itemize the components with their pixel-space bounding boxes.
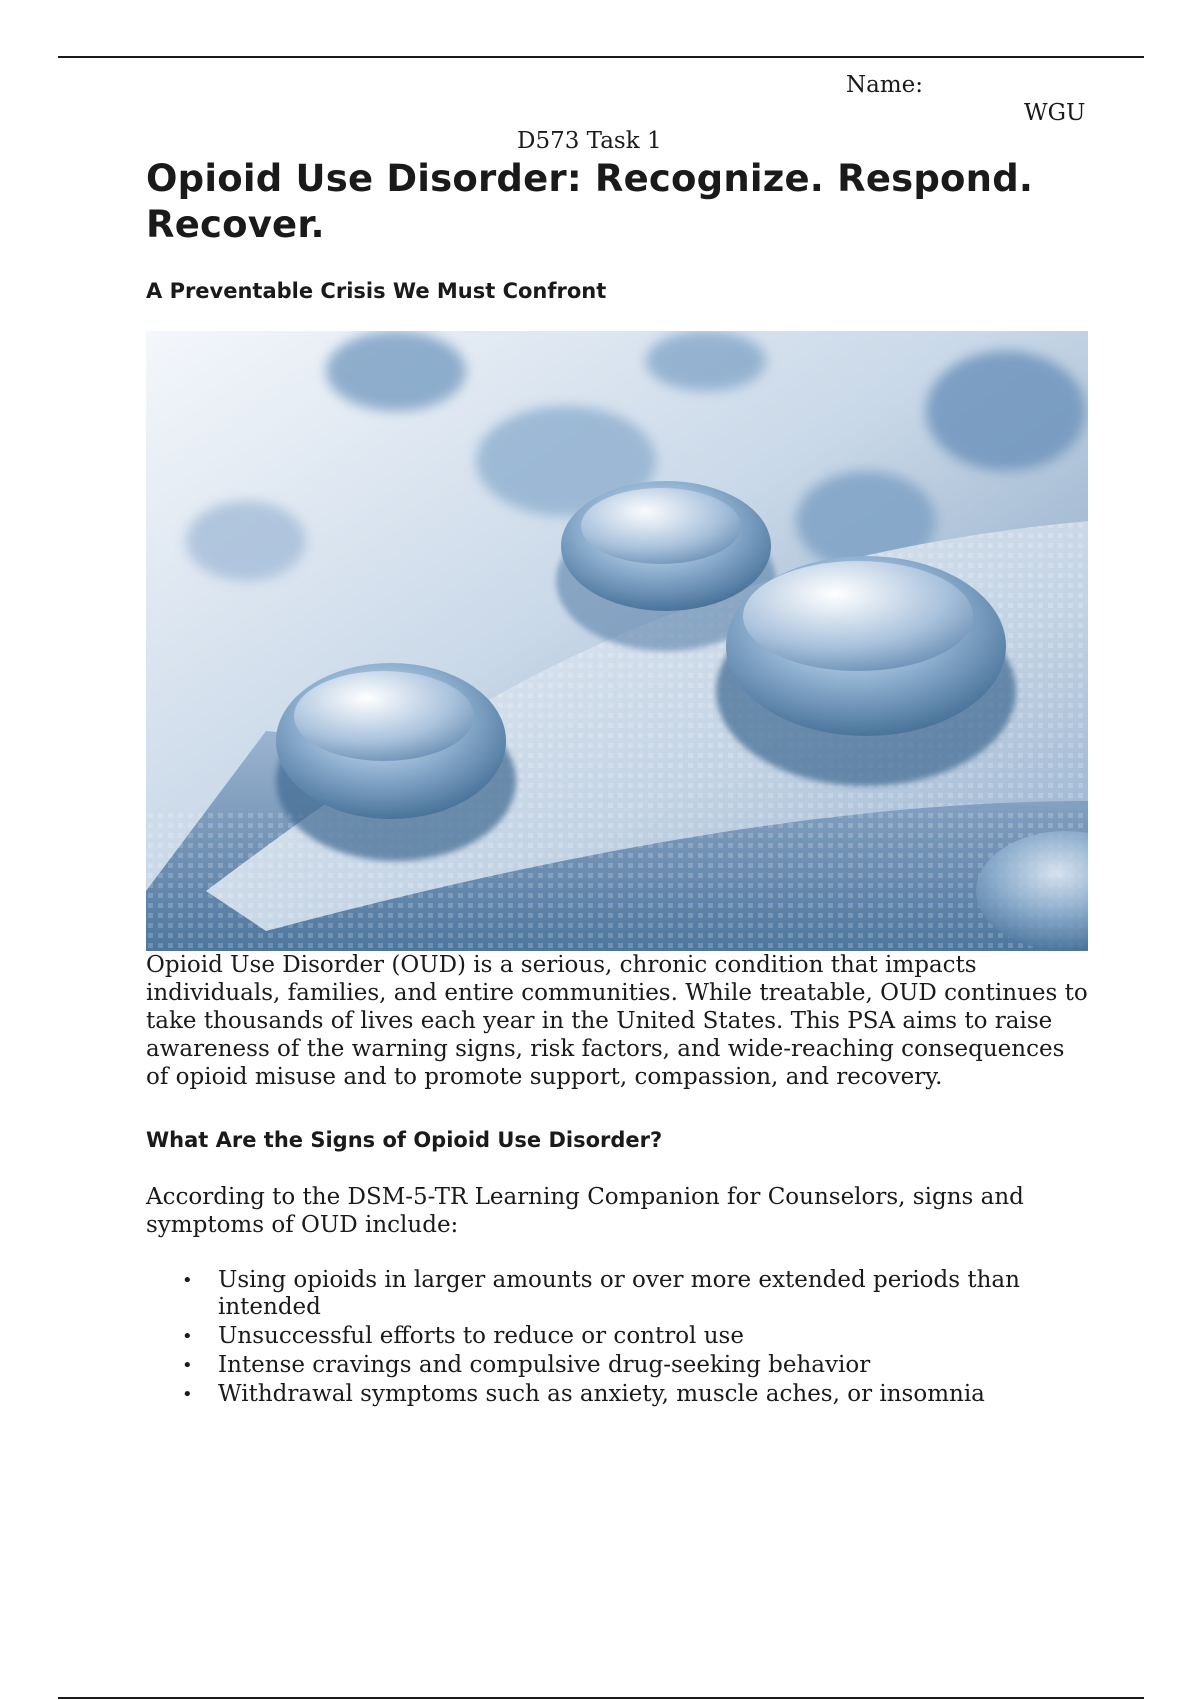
signs-list [146, 1267, 1094, 1408]
signs-intro: According to the DSM-5-TR Learning Companion for Counselors, signs and symptoms of OUD include: [146, 1184, 1024, 1238]
task-label: D573 Task 1 [517, 128, 662, 154]
list-item [146, 1267, 1094, 1321]
organization-label: WGU [1024, 100, 1086, 126]
bullet-icon: • [182, 1326, 193, 1347]
signs-heading: What Are the Signs of Opioid Use Disorder? [146, 1128, 663, 1152]
document-title: Opioid Use Disorder: Recognize. Respond. Recover. [146, 157, 1034, 246]
pills-photo [146, 331, 1088, 951]
sign-text: Withdrawal symptoms such as anxiety, muscle aches, or insomnia [218, 1381, 985, 1407]
intro-paragraph: Opioid Use Disorder (OUD) is a serious, chronic condition that impacts individuals, families, and entire communities. While treatable, OUD continues to take thousands of lives each year in the United States. This PSA aims to raise awareness of the warning signs, risk factors, and wide-reaching consequences of opioid misuse and to promote support, compassion, and recovery. [146, 952, 1088, 1090]
bullet-icon: • [182, 1384, 193, 1405]
sign-text: Intense cravings and compulsive drug-seeking behavior [218, 1352, 871, 1378]
document-body [146, 156, 1094, 1410]
name-label: Name: [846, 72, 924, 98]
bullet-icon: • [182, 1270, 193, 1291]
list-item [146, 1381, 1094, 1408]
pills-illustration [146, 331, 1088, 951]
document-subtitle: A Preventable Crisis We Must Confront [146, 279, 607, 303]
list-item [146, 1352, 1094, 1379]
sign-text: Using opioids in larger amounts or over more extended periods than intended [218, 1267, 1020, 1320]
sign-text: Unsuccessful efforts to reduce or control use [218, 1323, 744, 1349]
top-rule [58, 56, 1144, 58]
bullet-icon: • [182, 1355, 193, 1376]
list-item [146, 1323, 1094, 1350]
bottom-rule [58, 1697, 1144, 1699]
